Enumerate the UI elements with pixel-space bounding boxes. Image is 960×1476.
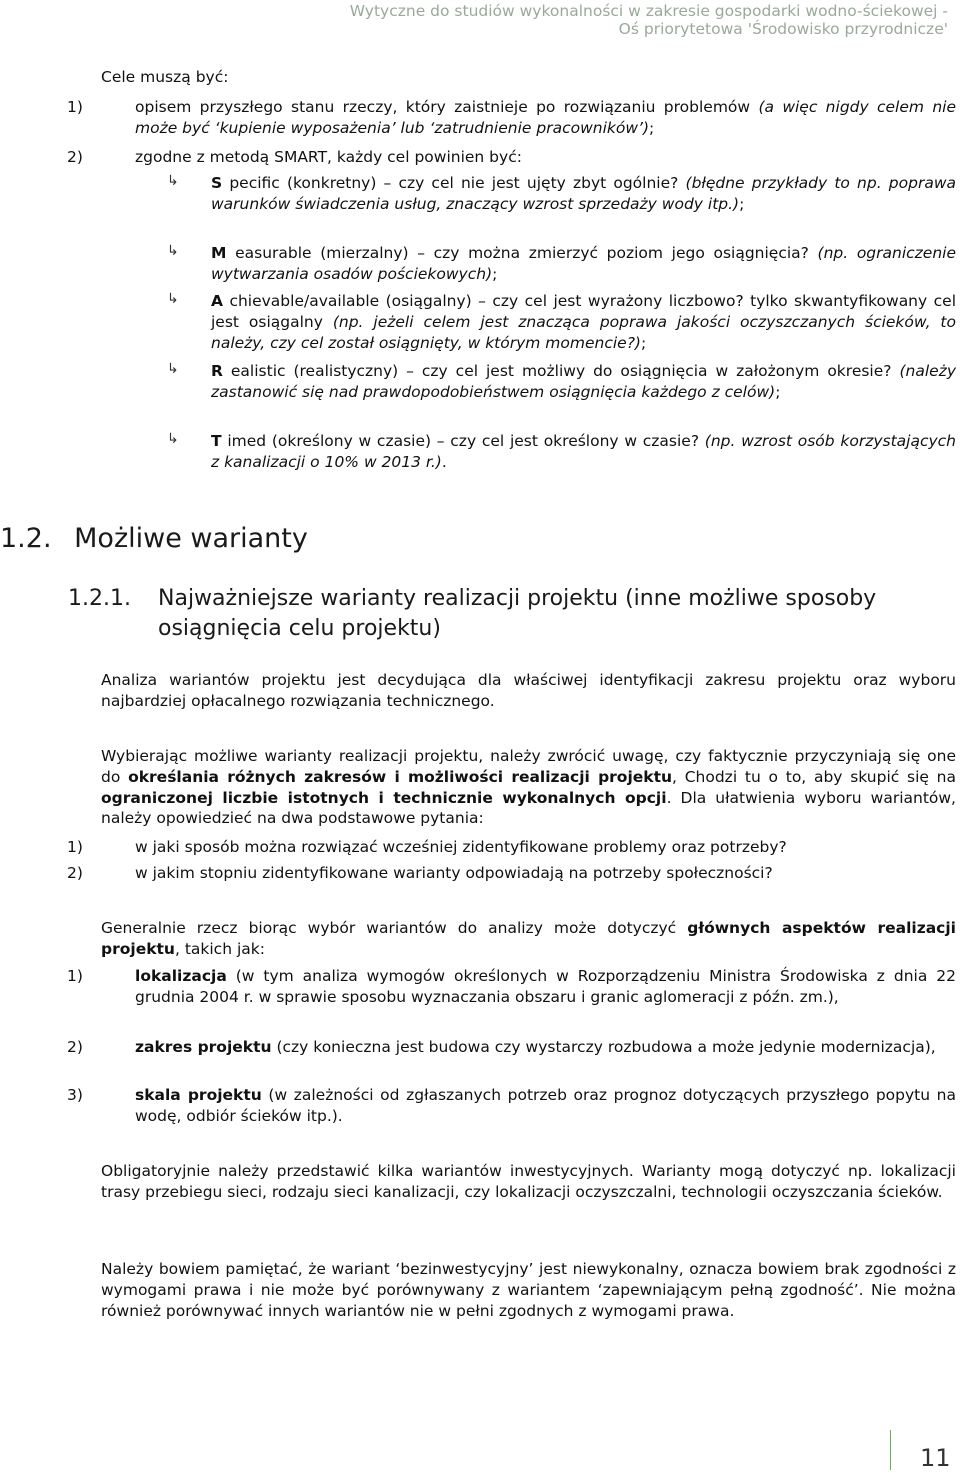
aspect-1-text: (w tym analiza wymogów określonych w Rozporządzeniu Ministra Środowiska z dnia 22 grudnia 2004 r. w sprawie sposobu wyznaczania obszaru i granic aglomeracji z późn. zm.), [135, 967, 956, 1006]
goal-item-2-text: zgodne z metodą SMART, każdy cel powinien być: [135, 148, 522, 166]
smart-bullet-text: chievable/available (osiągalny) – czy cel jest wyrażony liczbowo? tylko skwantyfikowany cel jest osiągalny [211, 292, 956, 331]
subsection-heading [68, 584, 938, 644]
aspect-2-bold: zakres projektu [135, 1038, 272, 1056]
smart-bullet-italic: (np. jeżeli celem jest znacząca poprawa jakości oczyszczanych ścieków, to należy, czy cel został osiągnięty, w którym momencie?) [211, 312, 956, 352]
paragraph-variants-d: ograniczonej liczbie istotnych i technicznie wykonalnych opcji [101, 788, 667, 807]
smart-letter: T [211, 432, 222, 450]
smart-bullet-end: ; [739, 194, 745, 213]
smart-bullet-italic: (np. ograniczenie wytwarzania osadów pościekowych) [211, 244, 957, 283]
paragraph-variants-e: . Dla ułatwienia wyboru wariantów, należy opowiedzieć na dwa podstawowe pytania: [101, 788, 956, 828]
aspect-1-bold: lokalizacja [135, 967, 227, 985]
paragraph-variants-b: określania różnych zakresów i możliwości realizacji projektu [128, 767, 673, 786]
arrow-bullet-icon: ↳ [167, 173, 179, 189]
subsection-number: 1.2.1. [68, 586, 131, 611]
page-number: 11 [920, 1444, 951, 1472]
aspect-3-bold: skala projektu [135, 1086, 262, 1104]
goal-item-1-text: opisem przyszłego stanu rzeczy, który zaistnieje po rozwiązaniu problemów [135, 98, 759, 116]
smart-letter: S [211, 174, 223, 192]
smart-bullet-italic: (należy zastanowić się nad prawdopodobieństwem osiągnięcia każdego z celów) [211, 362, 956, 401]
aspect-1-number: 1) [67, 967, 83, 985]
smart-letter: A [211, 292, 223, 310]
goal-item-2 [67, 147, 956, 168]
aspect-3-number: 3) [67, 1086, 83, 1104]
smart-bullet-text: ealistic (realistyczny) – czy cel jest możliwy do osiągnięcia w założonym okresie? [222, 362, 900, 380]
arrow-bullet-icon: ↳ [167, 291, 179, 307]
smart-bullet-end: ; [640, 333, 647, 352]
smart-letter: R [211, 362, 223, 380]
goal-item-1-end: ; [649, 118, 655, 137]
question-1 [67, 837, 956, 858]
header-line-1: Wytyczne do studiów wykonalności w zakresie gospodarki wodno-ściekowej - [349, 2, 948, 20]
footer-divider [890, 1430, 891, 1470]
aspect-3-text: (w zależności od zgłaszanych potrzeb oraz prognoz dotyczących przyszłego popytu na wodę, odbiór ścieków itp.). [135, 1086, 956, 1125]
goal-item-1-italic: (a więc nigdy celem nie może być ‘kupienie wyposażenia’ lub ‘zatrudnienie pracowników’) [135, 98, 956, 137]
question-1-number: 1) [67, 838, 83, 856]
arrow-bullet-icon: ↳ [167, 243, 179, 259]
section-number: 1.2. [0, 523, 52, 554]
section-title: Możliwe warianty [74, 523, 308, 554]
aspect-2-number: 2) [67, 1038, 83, 1056]
paragraph-aspects-b: głównych aspektów realizacji projektu [101, 919, 956, 958]
paragraph-remember: Należy bowiem pamiętać, że wariant ‘bezinwestycyjny’ jest niewykonalny, oznacza bowiem brak zgodności z wymogami prawa i nie może być porównywany z wariantem ‘zapewniającym pełną zgodność’. Nie można również porównywać innych wariantów nie w pełni zgodnych z wymogami prawa. [101, 1260, 956, 1320]
goal-item-1 [67, 97, 956, 139]
smart-bullet-text: imed (określony w czasie) – czy cel jest określony w czasie? [221, 432, 705, 450]
smart-bullet-italic: (błędne przykłady to np. poprawa warunków świadczenia usług, znaczący wzrost sprzedaży wody itp.) [211, 174, 957, 213]
question-2-number: 2) [67, 864, 83, 882]
smart-intro: Cele muszą być: [101, 68, 229, 86]
paragraph-analysis: Analiza wariantów projektu jest decydująca dla właściwej identyfikacji zakresu projektu oraz wyboru najbardziej opłacalnego rozwiązania technicznego. [101, 671, 956, 710]
smart-bullet-end: ; [775, 382, 781, 401]
aspect-1 [67, 966, 956, 1008]
smart-letter: M [211, 244, 227, 262]
aspect-2 [67, 1037, 956, 1058]
question-2 [67, 863, 956, 884]
smart-bullet-text: pecific (konkretny) – czy cel nie jest ujęty zbyt ogólnie? [222, 174, 686, 192]
smart-bullet-text: easurable (mierzalny) – czy można zmierzyć poziom jego osiągnięcia? [226, 244, 818, 262]
paragraph-obligatory: Obligatoryjnie należy przedstawić kilka wariantów inwestycyjnych. Warianty mogą dotyczyć np. lokalizacji trasy przebiegu sieci, rodzaju sieci kanalizacji, czy lokalizacji oczyszczalni, technologii oczyszczania ścieków. [101, 1162, 956, 1201]
paragraph-aspects-a: Generalnie rzecz biorąc wybór wariantów do analizy może dotyczyć [101, 919, 688, 937]
smart-bullet-italic: (np. wzrost osób korzystających z kanalizacji o 10% w 2013 r.) [211, 432, 956, 471]
smart-bullet-end: ; [492, 264, 498, 283]
paragraph-variants-c: , Chodzi tu o to, aby skupić się na [672, 767, 957, 786]
question-2-text: w jakim stopniu zidentyfikowane warianty odpowiadają na potrzeby społeczności? [135, 864, 773, 882]
paragraph-aspects [101, 918, 956, 960]
arrow-bullet-icon: ↳ [167, 361, 179, 377]
section-heading [0, 521, 308, 557]
header-line-2: Oś priorytetowa 'Środowisko przyrodnicze' [618, 20, 948, 38]
goal-item-2-number: 2) [67, 148, 83, 166]
aspect-3 [67, 1085, 956, 1127]
smart-bullet-end: . [441, 452, 447, 471]
paragraph-variants [101, 746, 956, 829]
paragraph-aspects-c: , takich jak: [174, 939, 265, 958]
arrow-bullet-icon: ↳ [167, 431, 179, 447]
subsection-title: Najważniejsze warianty realizacji projektu (inne możliwe sposoby osiągnięcia celu projektu) [158, 586, 877, 641]
goal-item-1-number: 1) [67, 98, 83, 116]
aspect-2-text: (czy konieczna jest budowa czy wystarczy rozbudowa a może jedynie modernizacja), [271, 1038, 936, 1056]
paragraph-variants-a: Wybierając możliwe warianty realizacji projektu, należy zwrócić uwagę, czy faktycznie przyczyniają się one do [101, 747, 956, 786]
running-header [350, 2, 948, 38]
question-1-text: w jaki sposób można rozwiązać wcześniej zidentyfikowane problemy oraz potrzeby? [135, 838, 787, 856]
